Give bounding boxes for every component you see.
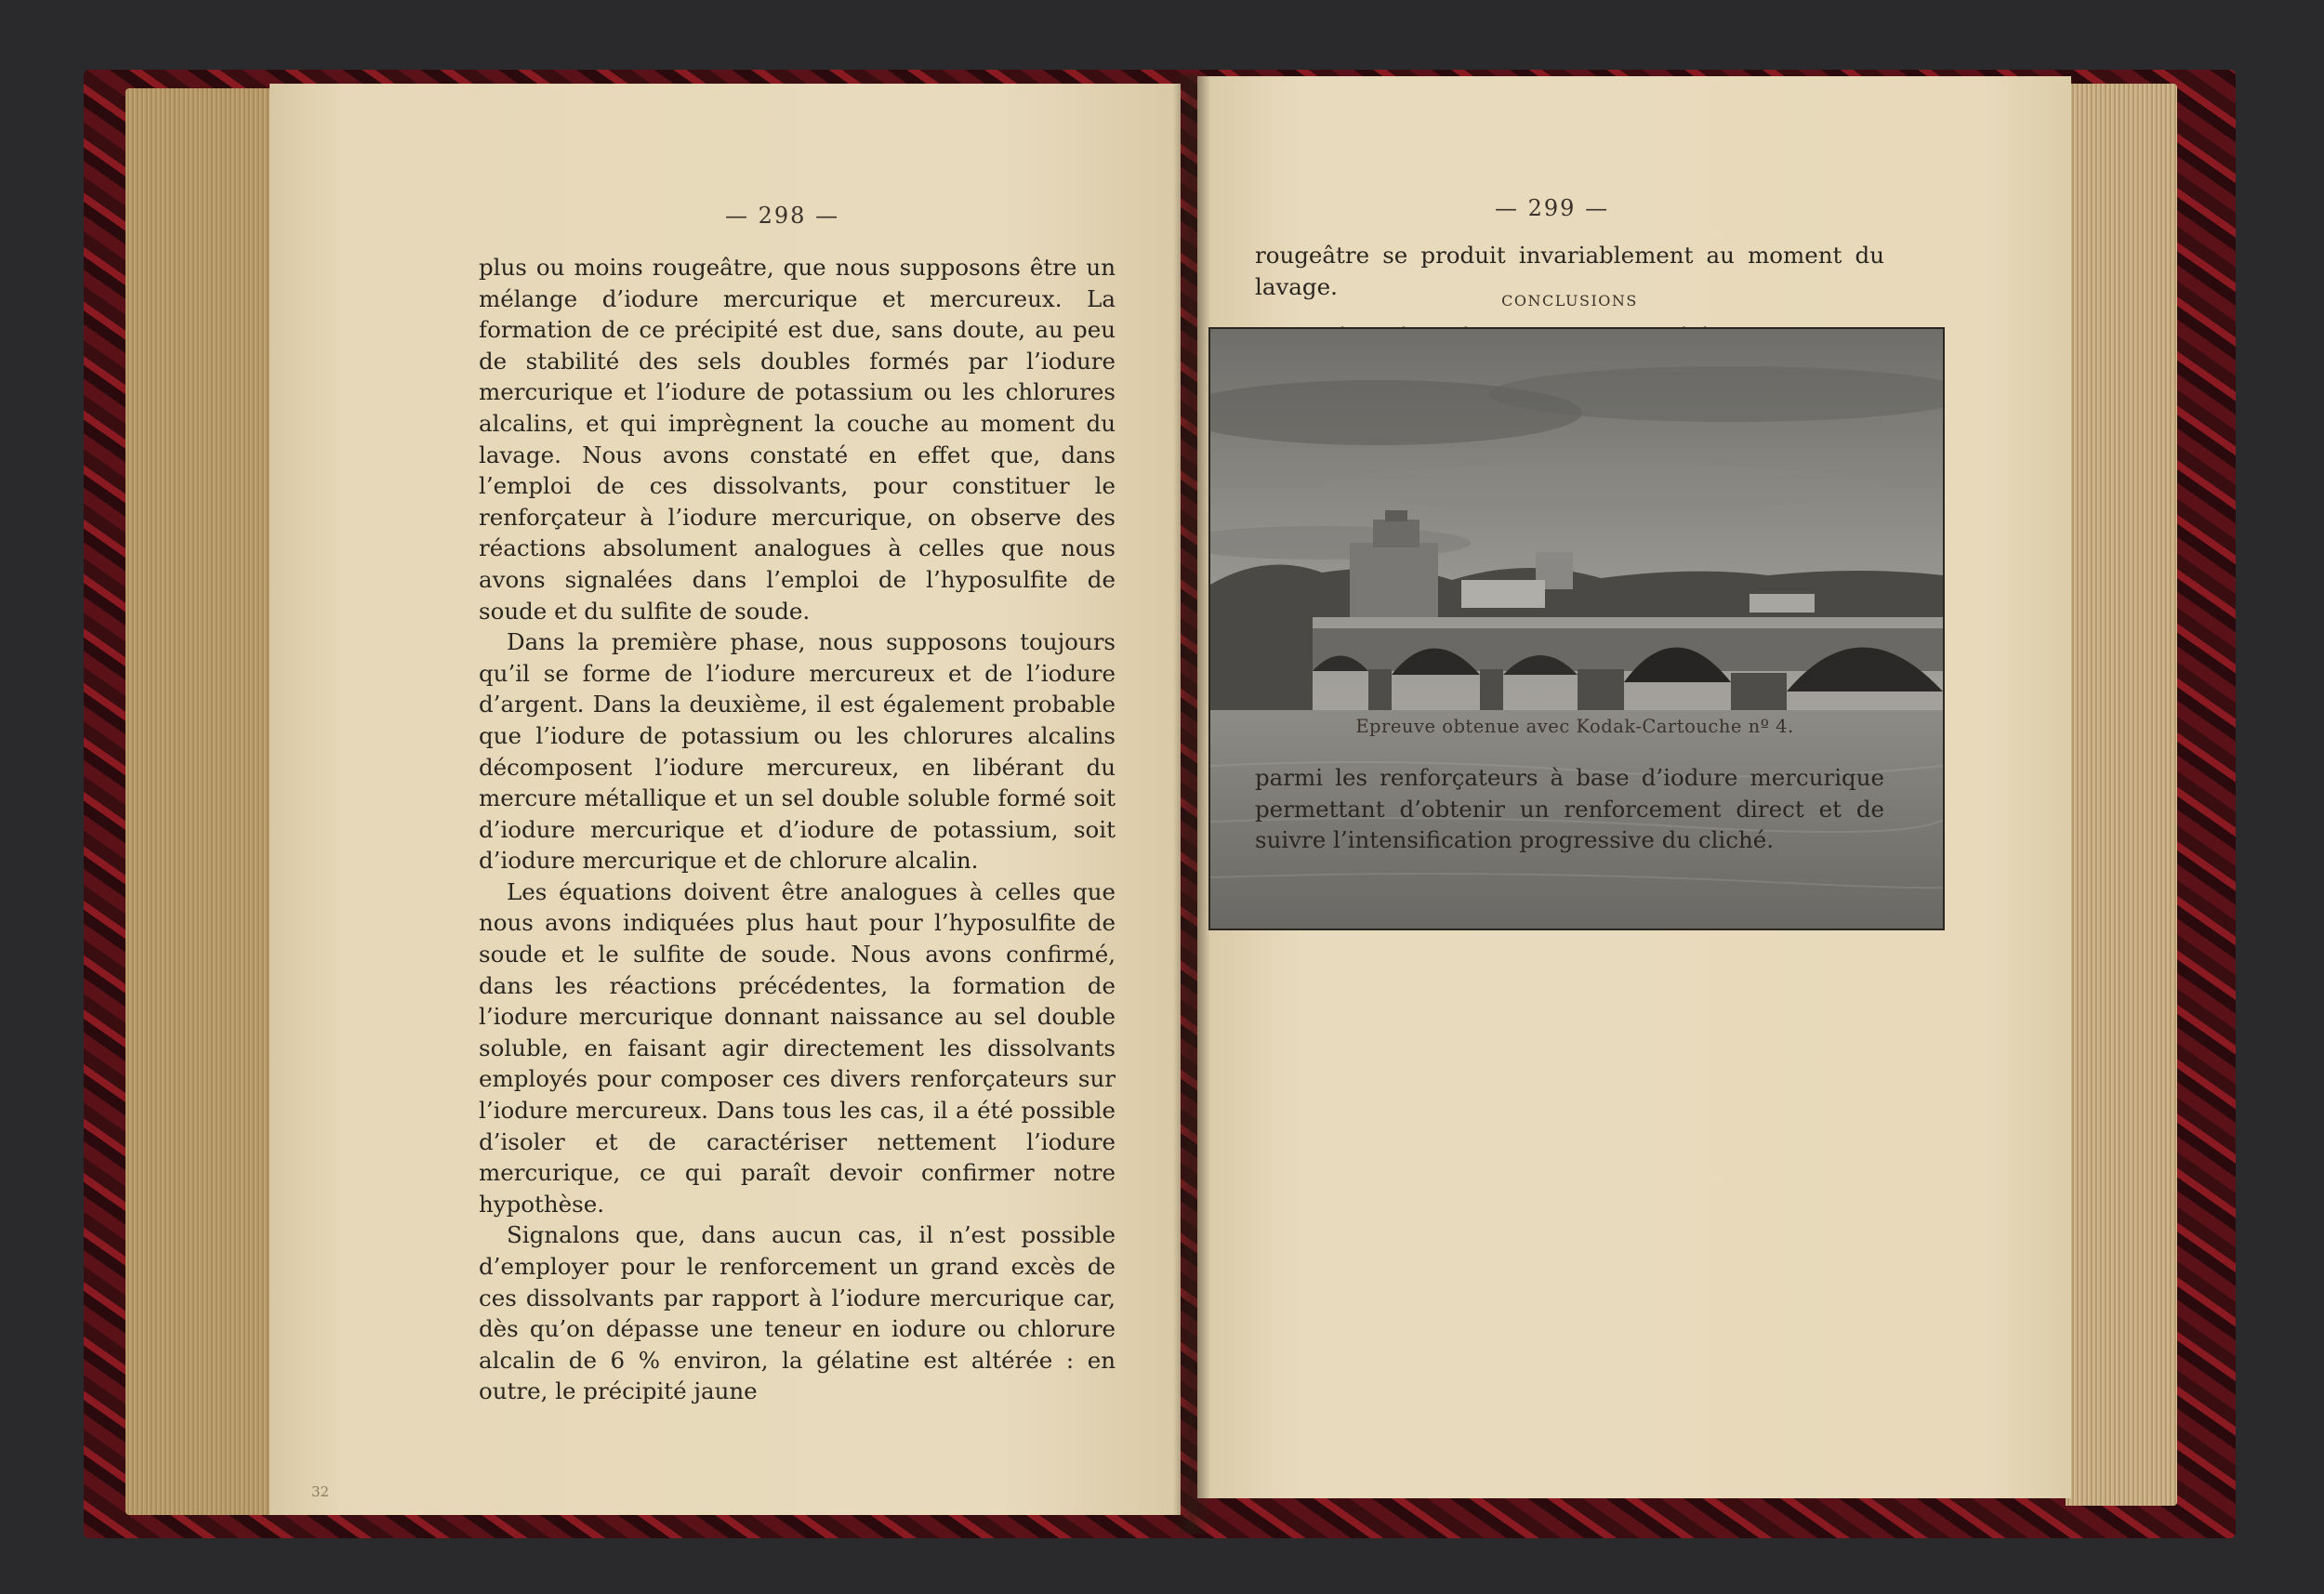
left-page-body (479, 252, 1116, 1407)
left-page-number: — 298 — (725, 203, 840, 229)
right-page (1197, 76, 2071, 1498)
left-page (270, 84, 1181, 1515)
left-page-edges (125, 88, 288, 1515)
right-page-number: — 299 — (1495, 195, 1610, 221)
right-page-edges (2066, 84, 2177, 1506)
right-top-paragraph: rougeâtre se produit invariablement au moment du lavage. (1255, 242, 1884, 300)
margin-pencil-note: 32 (311, 1483, 330, 1500)
spine-gutter (1173, 74, 1210, 1534)
left-paragraph-1: plus ou moins rougeâtre, que nous supposons être un mélange d’iodure mercurique et mercureux. La formation de ce précipité est due, sans doute, au peu de stabilité des sels doubles formés par l’iodure mercurique et l’iodure de potassium ou les chlorures alcalins, et qui imprègnent la couche au moment du lavage. Nous avons constaté en effet que, dans l’emploi de ces dissolvants, pour constituer le renforçateur à l’iodure mercurique, on observe des réactions absolument analogues à celles que nous avons signalées dans l’emploi de l’hyposulfite de soude et du sulfite de soude. (479, 254, 1116, 625)
figure-caption: Epreuve obtenue avec Kodak-Cartouche nº 4. (1355, 716, 1794, 737)
right-page-bottom-text (1255, 762, 1884, 856)
left-paragraph-2: Dans la première phase, nous supposons toujours qu’il se forme de l’iodure mercureux et de l’iodure d’argent. Dans la deuxième, il est également probable que l’iodure de potassium ou les chlorures alcalins décomposent l’iodure mercureux, en libérant du mercure métallique et un sel double soluble formé soit d’iodure mercurique et d’iodure de potassium, soit d’iodure mercurique et de chlorure alcalin. (479, 628, 1116, 875)
conclusions-heading: CONCLUSIONS (1501, 292, 1638, 310)
right-bottom-paragraph: parmi les renforçateurs à base d’iodure mercurique permettant d’obtenir un renforcement direct et de suivre l’intensification progressive du cliché. (1255, 764, 1884, 854)
left-paragraph-3: Les équations doivent être analogues à celles que nous avons indiquées plus haut pour l’hyposulfite de soude et le sulfite de soude. Nous avons confirmé, dans les réactions précédentes, la formation de l’iodure mercurique donnant naissance au sel double soluble, en faisant agir directement les dissolvants employés pour composer ces divers renforçateurs sur l’iodure mercureux. Dans tous les cas, il a été possible d’isoler et de caractériser nettement l’iodure mercurique, ce qui paraît devoir confirmer notre hypothèse. (479, 877, 1116, 1218)
left-paragraph-4: Signalons que, dans aucun cas, il n’est possible d’employer pour le renforcement un grand excès de ces dissolvants par rapport à l’iodure mercurique car, dès qu’on dépasse une teneur en iodure ou chlorure alcalin de 6 % environ, la gélatine est altérée : en outre, le précipité jaune (479, 1221, 1116, 1405)
